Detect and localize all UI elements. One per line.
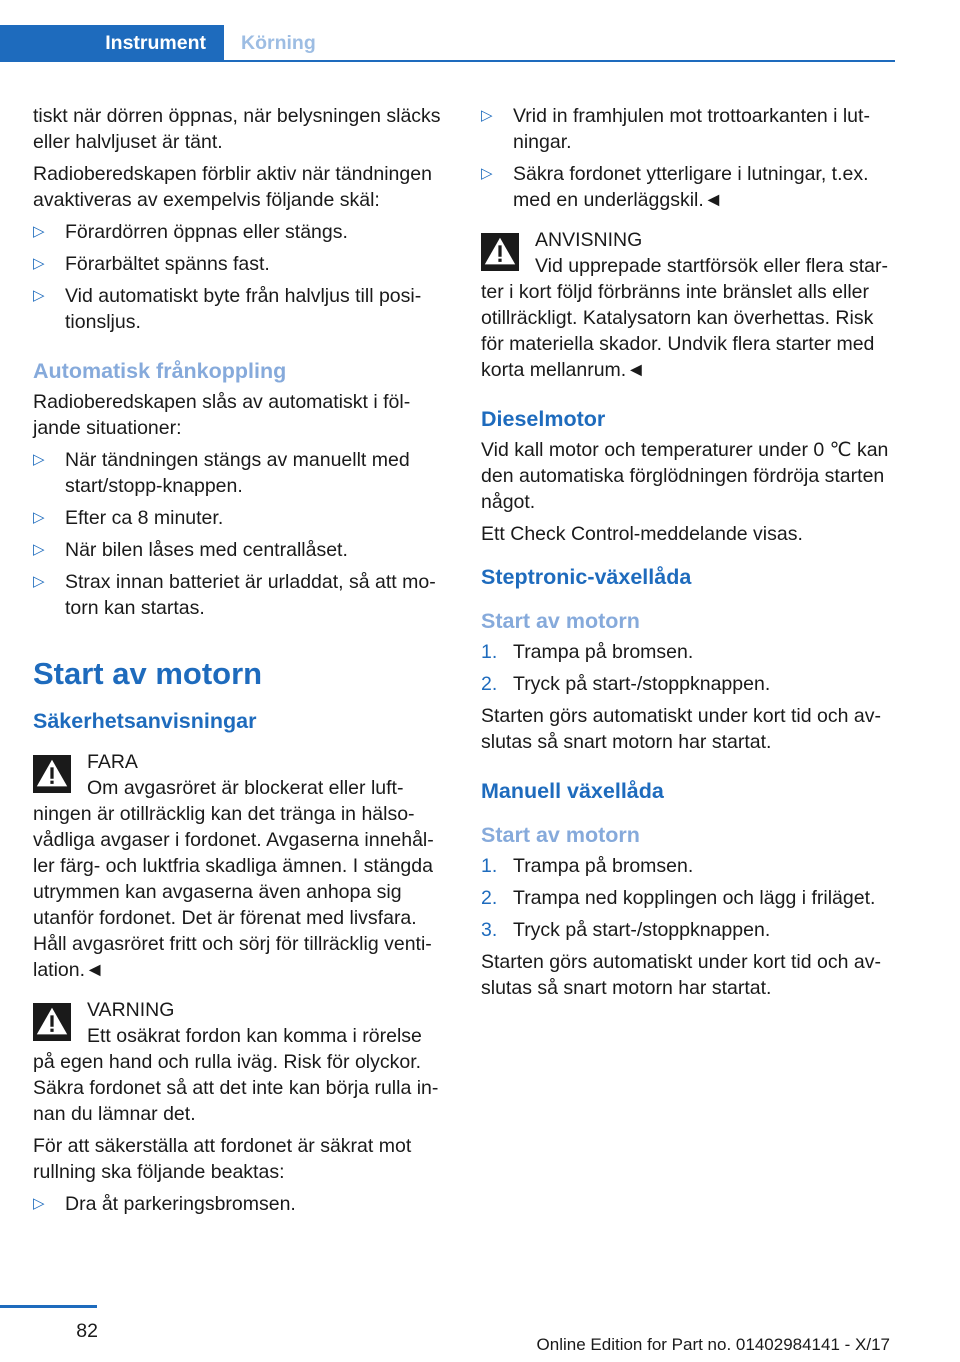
heading-start-av-motorn-steptronic: Start av motorn [481,609,640,633]
triangle-bullet-icon: ▷ [33,451,45,468]
edition-footer: Online Edition for Part no. 01402984141 - X/17 [536,1335,890,1354]
list-item-text: Förarbältet spänns fast. [65,253,270,275]
warning-title: ANVISNING [535,229,643,251]
numbered-step [481,885,896,911]
tab-instrument[interactable]: Instrument [0,25,224,62]
footer-rule [0,1305,97,1308]
step-text: Tryck på start-/stoppknappen. [513,673,771,695]
step-number: 2. [481,887,498,909]
heading-sakerhetsanvisningar: Säkerhetsanvisningar [33,709,257,733]
triangle-bullet-icon: ▷ [33,573,45,590]
list-item [33,505,448,531]
list-item [481,161,896,213]
warning-text: Om avgasröret är blockerat eller luft-ningen är otillräcklig kan det tränga in hälso-vådliga avgaser i fordonet. Avgaserna innehål-ler färg- och luktfria skadliga ämnen. I stängda utrymmen kan avgaserna även anhopa sig utanför fordonet. Det är förenat med livsfara. Håll avgasröret fritt och sörj för tillräcklig venti-lation.◄ [33,777,434,981]
list-item [33,1191,448,1217]
list-item [33,447,448,499]
triangle-bullet-icon: ▷ [33,287,45,304]
triangle-bullet-icon: ▷ [33,509,45,526]
list-item-text: Förardörren öppnas eller stängs. [65,221,348,243]
list-item [33,537,448,563]
numbered-step [481,671,896,697]
warning-triangle-icon [33,1003,71,1041]
list-item-text: Dra åt parkeringsbromsen. [65,1193,296,1215]
heading-manuell-vaxellada: Manuell växellåda [481,779,664,803]
header-rule [0,60,895,62]
step-text: Trampa ned kopplingen och lägg i friläget. [513,887,876,909]
list-item [33,569,448,621]
list-item [481,103,896,155]
paragraph: För att säkerställa att fordonet är säkrat mot rullning ska följande beaktas: [33,1135,412,1183]
list-item [33,251,448,277]
triangle-bullet-icon: ▷ [33,223,45,240]
left-column [33,103,448,1223]
step-text: Trampa på bromsen. [513,855,694,877]
step-text: Trampa på bromsen. [513,641,694,663]
heading-dieselmotor: Dieselmotor [481,407,606,431]
step-number: 2. [481,673,498,695]
paragraph: Radioberedskapen förblir aktiv när tändningen avaktiveras av exempelvis följande skäl: [33,163,432,211]
list-item-text: När tändningen stängs av manuellt med start/stopp-knappen. [65,449,410,497]
paragraph: Ett Check Control-meddelande visas. [481,523,803,545]
paragraph: Starten görs automatiskt under kort tid och av-slutas så snart motorn har startat. [481,951,881,999]
list-item-text: Efter ca 8 minuter. [65,507,224,529]
warning-triangle-icon [33,755,71,793]
right-column [481,103,896,1007]
numbered-step [481,639,896,665]
step-number: 1. [481,641,498,663]
paragraph: Radioberedskapen slås av automatiskt i föl-jande situationer: [33,391,411,439]
list-item [33,283,448,335]
heading-steptronic: Steptronic-växellåda [481,565,692,589]
list-item-text: Vrid in framhjulen mot trottoarkanten i lut-ningar. [513,105,870,153]
paragraph: Starten görs automatiskt under kort tid och av-slutas så snart motorn har startat. [481,705,881,753]
heading-automatisk-frankoppling: Automatisk frånkoppling [33,359,287,383]
warning-text: Vid upprepade startförsök eller flera star-ter i kort följd förbränns inte bränslet alls eller otillräckligt. Katalysatorn kan överhettas. Risk för materiella skador. Undvik flera starter med korta mellanrum.◄ [481,255,888,381]
triangle-bullet-icon: ▷ [33,255,45,272]
numbered-step [481,917,896,943]
step-text: Tryck på start-/stoppknappen. [513,919,771,941]
page-number: 82 [76,1320,98,1342]
numbered-step [481,853,896,879]
step-number: 3. [481,919,498,941]
warning-text: Ett osäkrat fordon kan komma i rörelse på egen hand och rulla iväg. Risk för olyckor. Säkra fordonet så att det inte kan börja rulla in-nan du lämnar det. [33,1025,439,1125]
heading-start-av-motorn-manuell: Start av motorn [481,823,640,847]
warning-title: FARA [87,751,138,773]
triangle-bullet-icon: ▷ [33,541,45,558]
list-item-text: Säkra fordonet ytterligare i lutningar, t.ex. med en underläggskil.◄ [513,163,869,211]
tab-korning[interactable]: Körning [241,32,316,54]
list-item-text: Vid automatiskt byte från halvljus till posi-tionsljus. [65,285,422,333]
heading-start-av-motorn: Start av motorn [33,656,263,691]
warning-triangle-icon [481,233,519,271]
paragraph: Vid kall motor och temperaturer under 0 ℃ kan den automatiska förglödningen fördröja starten något. [481,439,889,513]
list-item [33,219,448,245]
paragraph: tiskt när dörren öppnas, när belysningen släcks eller halvljuset är tänt. [33,105,441,153]
warning-title: VARNING [87,999,175,1021]
list-item-text: Strax innan batteriet är urladdat, så att mo-torn kan startas. [65,571,436,619]
warning-block-anvisning [481,227,896,383]
list-item-text: När bilen låses med centrallåset. [65,539,348,561]
triangle-bullet-icon: ▷ [33,1195,45,1212]
warning-block-varning [33,997,448,1127]
step-number: 1. [481,855,498,877]
triangle-bullet-icon: ▷ [481,165,493,182]
triangle-bullet-icon: ▷ [481,107,493,124]
header-tabs [0,25,895,62]
warning-block-fara [33,749,448,983]
